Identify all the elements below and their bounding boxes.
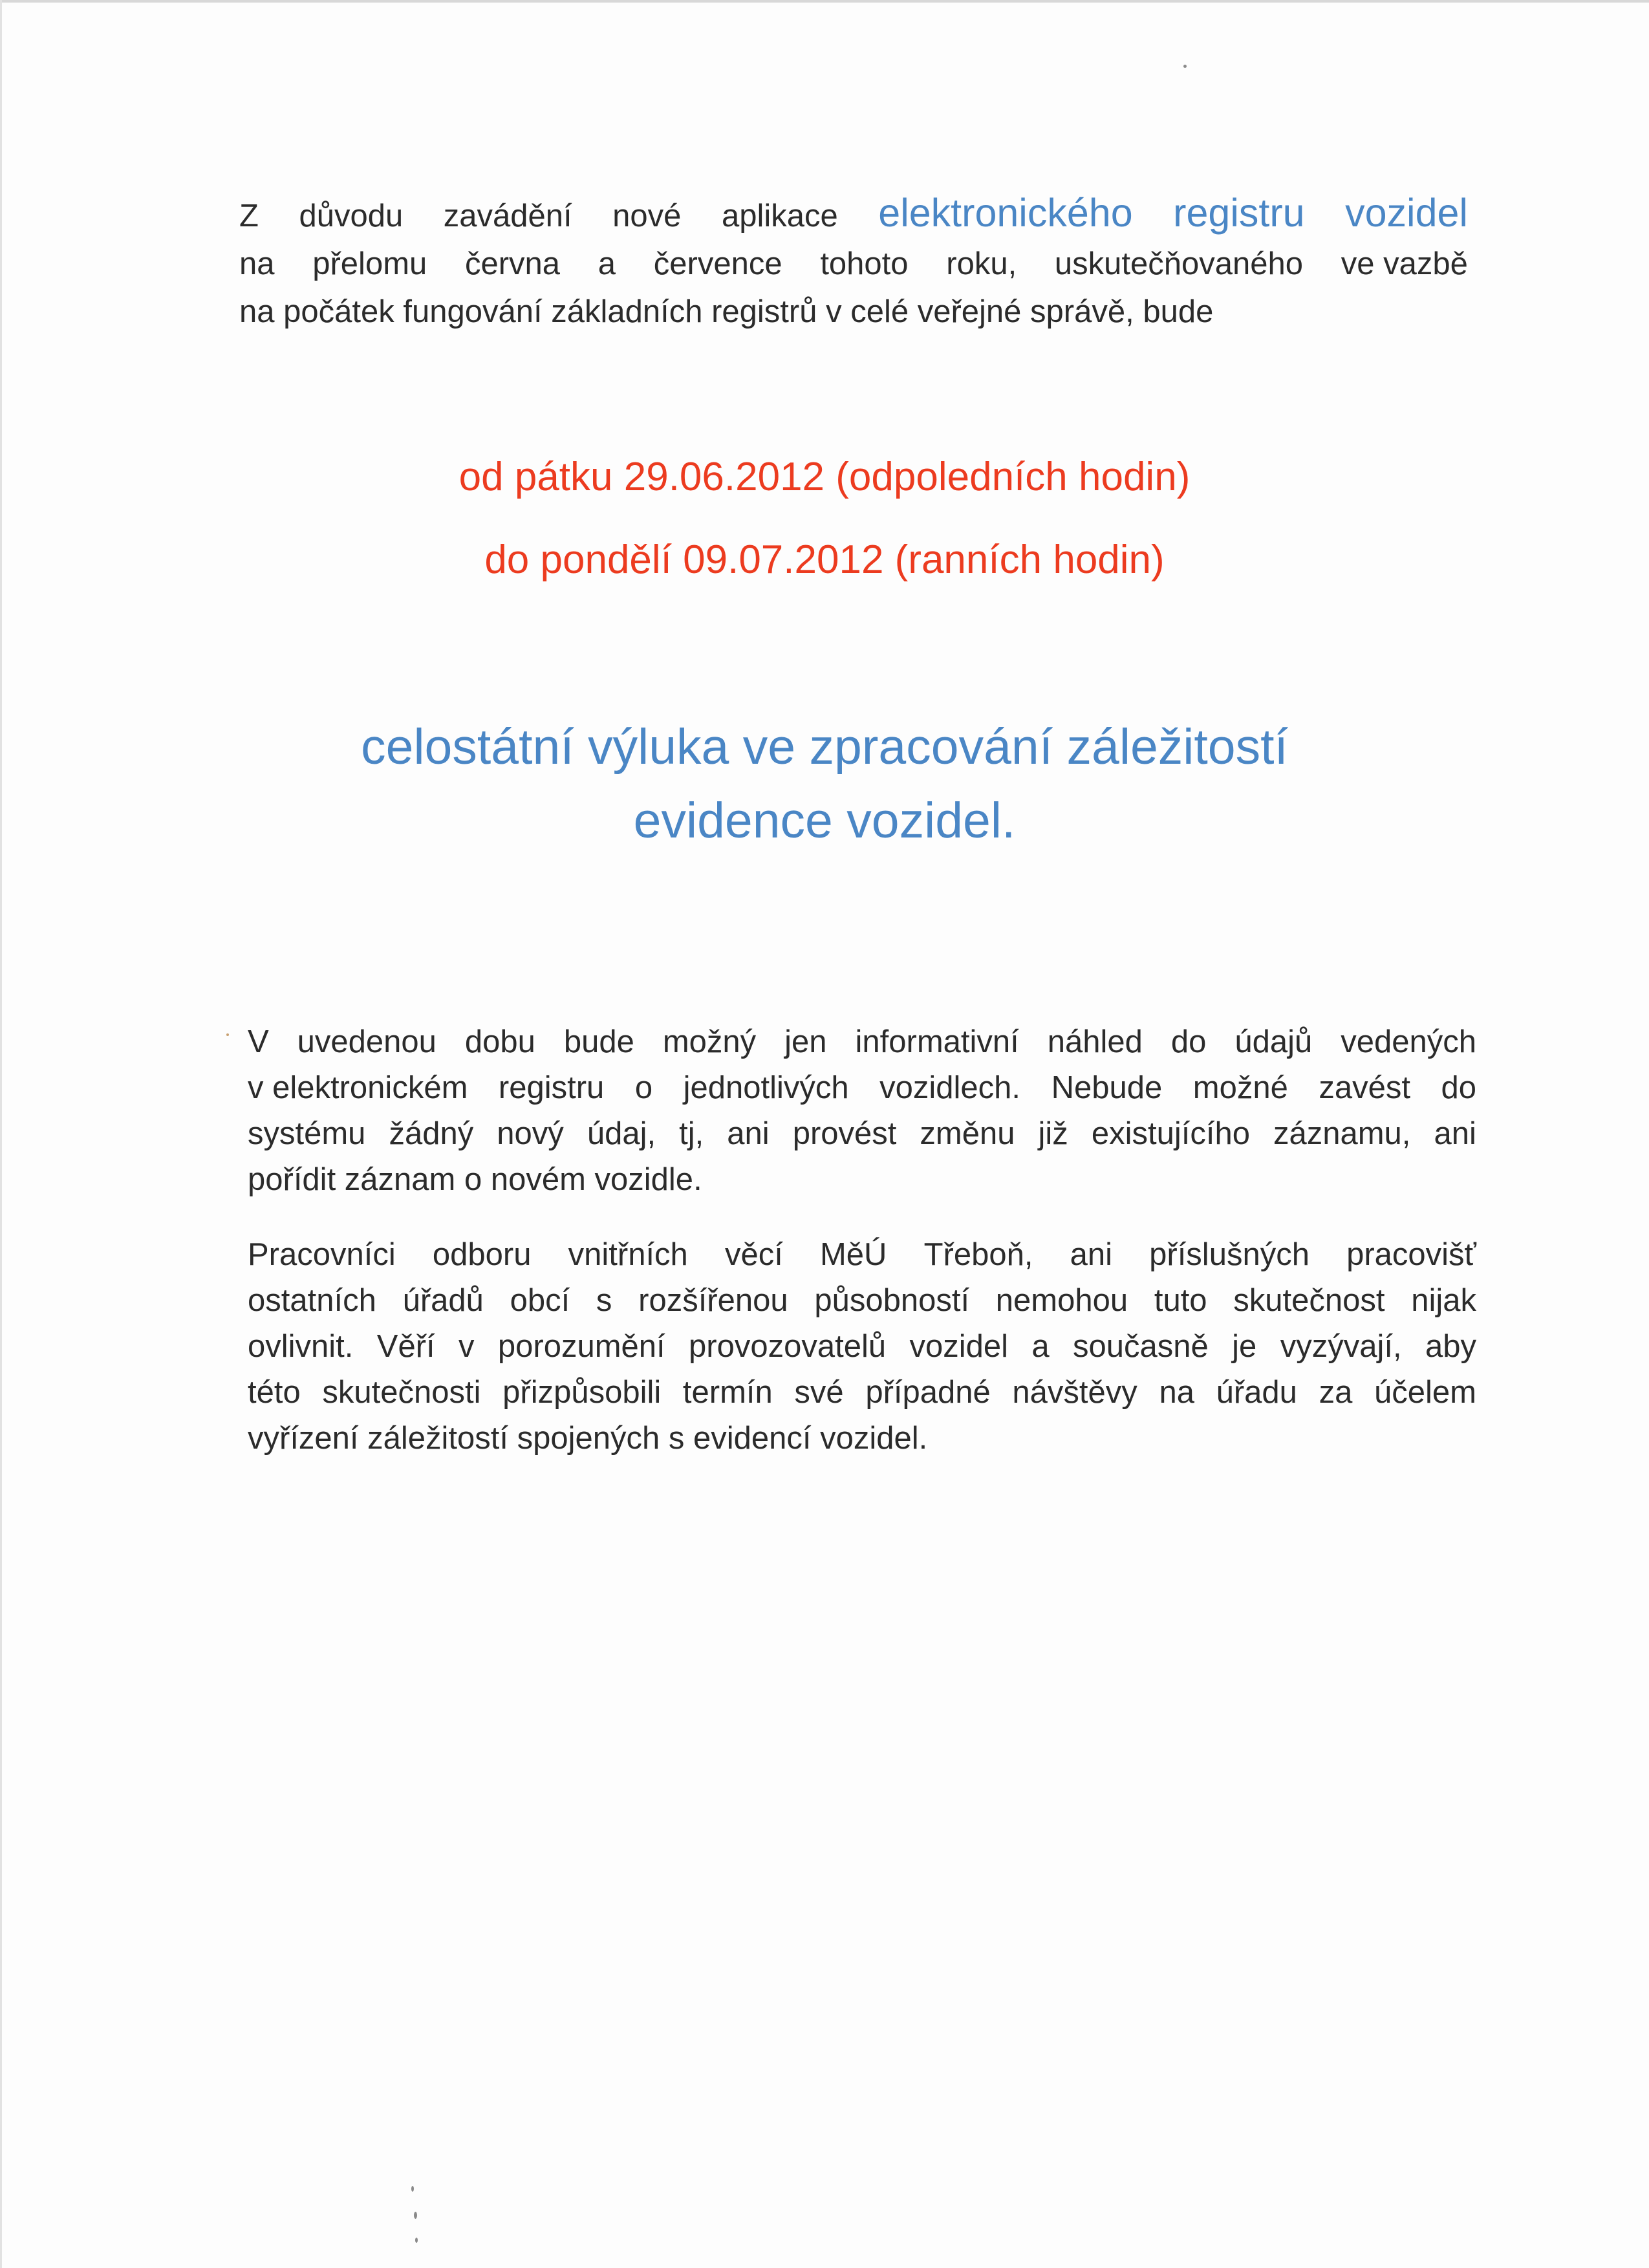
word: vedených [1341,1024,1476,1059]
word: případné [865,1375,991,1410]
intro-line-2 [239,240,1468,288]
word: Věří [376,1329,435,1364]
paragraph-2 [248,1232,1476,1462]
intro-paragraph [239,189,1468,336]
word: vyzývají, [1280,1329,1402,1364]
intro-word: zavádění [443,199,572,233]
word: své [794,1375,844,1410]
word: V [248,1024,269,1059]
scan-edge-left [0,0,2,2268]
intro-line-3 [239,288,1468,336]
word: je [1232,1329,1257,1364]
word: náhled [1047,1024,1143,1059]
paragraph-line [248,1416,1476,1462]
scan-speck [415,2238,418,2243]
word: záznamu, [1273,1116,1411,1151]
intro-word: ve vazbě [1341,246,1468,281]
word: porozumění [497,1329,665,1364]
word: provést [792,1116,897,1151]
intro-word: aplikace [721,199,838,233]
intro-word: a [598,246,616,281]
word: nijak [1411,1283,1476,1318]
scan-speck [226,1033,229,1036]
word: možné [1192,1070,1288,1105]
word: uvedenou [297,1024,436,1059]
paragraph-line [248,1324,1476,1370]
highlight-word: registru [1173,191,1305,235]
word: údaj, [587,1116,656,1151]
word: ani [727,1116,770,1151]
word: vnitřních [568,1237,688,1272]
word: tj, [679,1116,704,1151]
word: možný [662,1024,757,1059]
date-from: od pátku 29.06.2012 (odpoledních hodin) [458,455,1191,499]
word: do [1170,1024,1207,1059]
word: účelem [1374,1375,1476,1410]
word: ostatních [248,1283,376,1318]
word: úřadu [1216,1375,1297,1410]
word: vozidlech. [879,1070,1021,1105]
word: informativní [855,1024,1019,1059]
line-text: vyřízení záležitostí spojených s evidencí vozidel. [248,1421,928,1456]
intro-word: nové [612,199,682,233]
word: existujícího [1091,1116,1250,1151]
word: změnu [920,1116,1015,1151]
word: věcí [724,1237,783,1272]
word: vozidel [909,1329,1009,1364]
word: provozovatelů [689,1329,887,1364]
headline-line-2: evidence vozidel. [633,793,1016,848]
paragraph-line [248,1111,1476,1157]
paragraph-line [248,1370,1476,1416]
headline [0,710,1649,858]
word: pracovišť [1346,1237,1476,1272]
intro-word: uskutečňovaného [1054,246,1304,281]
scan-speck [411,2186,414,2192]
intro-text: na počátek fungování základních registrů v celé veřejné správě, bude [239,294,1214,329]
highlight-word: vozidel [1345,191,1468,235]
line-text: pořídit záznam o novém vozidle. [248,1162,702,1197]
word: Třeboň, [923,1237,1033,1272]
word: a [1031,1329,1050,1364]
word: obcí [510,1283,570,1318]
headline-line-1: celostátní výluka ve zpracování záležitostí [361,719,1288,775]
intro-line-1 [239,189,1468,240]
word: skutečnosti [322,1375,481,1410]
word: MěÚ [819,1237,887,1272]
paragraph-line [248,1157,1476,1203]
word: již [1038,1116,1068,1151]
scan-edge-top [0,0,1649,3]
paragraph-line [248,1019,1476,1065]
paragraph-line [248,1065,1476,1111]
word: návštěvy [1012,1375,1137,1410]
word: příslušných [1149,1237,1310,1272]
word: úřadů [402,1283,484,1318]
word: ani [1434,1116,1476,1151]
intro-word: důvodu [299,199,404,233]
word: rozšířenou [638,1283,788,1318]
scan-speck [1183,65,1187,68]
word: jednotlivých [683,1070,849,1105]
word: za [1319,1375,1353,1410]
word: tuto [1154,1283,1207,1318]
word: v [458,1329,475,1364]
intro-word: června [464,246,561,281]
word: Pracovníci [248,1237,396,1272]
word: termín [682,1375,773,1410]
intro-word: roku, [946,246,1017,281]
intro-word: přelomu [312,246,427,281]
intro-word: tohoto [820,246,909,281]
paragraph-line [248,1278,1476,1324]
word: působností [814,1283,970,1318]
word: nemohou [995,1283,1128,1318]
word: registru [498,1070,605,1105]
word: jen [784,1024,827,1059]
intro-word: července [653,246,782,281]
date-to: do pondělí 09.07.2012 (ranních hodin) [484,537,1165,582]
word: na [1159,1375,1194,1410]
word: do [1441,1070,1476,1105]
highlight-word: elektronického [878,191,1133,235]
word: nový [497,1116,564,1151]
word: bude [563,1024,634,1059]
paragraph-1 [248,1019,1476,1203]
word: dobu [464,1024,535,1059]
word: skutečnost [1233,1283,1385,1318]
word: odboru [432,1237,532,1272]
intro-word: Z [239,199,259,233]
word: s [596,1283,612,1318]
word: Nebude [1051,1070,1163,1105]
scan-speck [414,2212,417,2219]
word: aby [1425,1329,1476,1364]
word: této [248,1375,301,1410]
word: o [634,1070,653,1105]
word: ovlivnit. [248,1329,354,1364]
word: žádný [389,1116,474,1151]
word: přizpůsobili [502,1375,662,1410]
paragraph-line [248,1232,1476,1278]
word: ani [1070,1237,1112,1272]
word: systému [248,1116,366,1151]
intro-word: na [239,246,275,281]
word: současně [1073,1329,1209,1364]
word: zavést [1319,1070,1410,1105]
word: údajů [1234,1024,1313,1059]
word: v elektronickém [248,1070,468,1105]
